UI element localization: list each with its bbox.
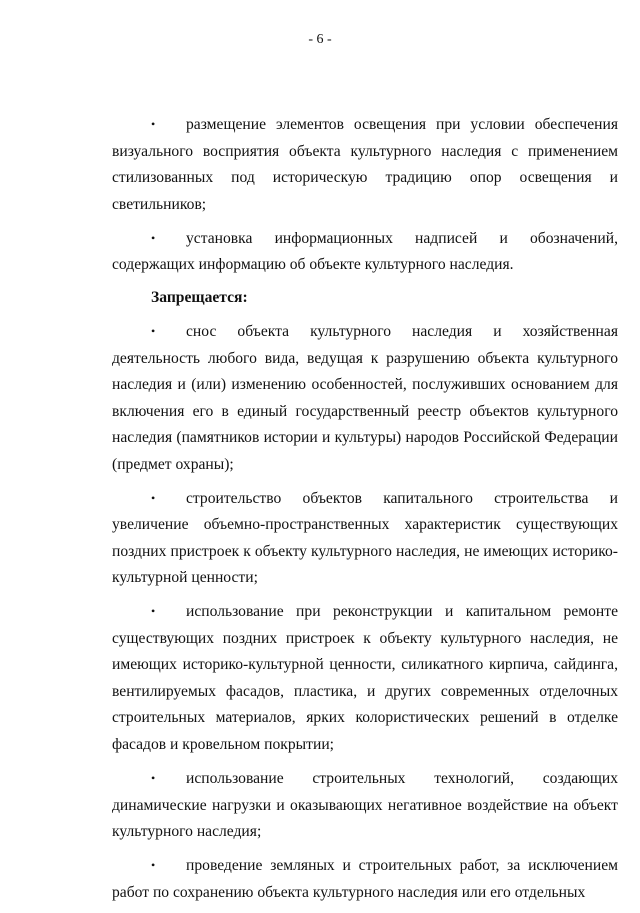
list-item-text: снос объекта культурного наследия и хозяйственная деятельность любого вида, ведущая к разрушению объекта культурного наследия и (или) изменению особенностей, послуживших основанием для включения его в единый государственный реестр объектов культурного наследия (памятников истории и культуры) народов Российской Федерации (предмет охраны); xyxy=(112,323,618,473)
list-item-text: установка информационных надписей и обозначений, содержащих информацию об объекте культурного наследия. xyxy=(112,229,618,274)
list-item xyxy=(112,852,618,906)
list-item xyxy=(112,111,618,218)
bullet-icon: • xyxy=(151,771,156,786)
page-number: - 6 - xyxy=(308,32,332,47)
list-item-text: проведение земляных и строительных работ, за исключением работ по сохранению объекта культурного наследия или его отдельных xyxy=(112,857,618,901)
bullet-icon: • xyxy=(151,117,156,131)
document-body xyxy=(112,111,618,913)
list-item xyxy=(112,225,618,279)
list-item xyxy=(112,318,618,478)
list-item xyxy=(112,485,618,592)
list-item-text: использование при реконструкции и капитальном ремонте существующих поздних пристроек к объекту культурного наследия, не имеющих историко-культурной ценности, силикатного кирпича, сайдинга, вентилируемых фасадов, пластика, и других современных отделочных строительных материалов, ярких колористических решений в отделке фасадов и кровельном покрытии; xyxy=(112,603,618,753)
list-item xyxy=(112,598,618,758)
list-item xyxy=(112,765,618,846)
bullet-icon: • xyxy=(151,230,156,245)
list-item-text: строительство объектов капитального строительства и увеличение объемно-пространственных характеристик существующих поздних пристроек к объекту культурного наследия, не имеющих историко-культурной ценности; xyxy=(112,489,618,587)
bullet-icon: • xyxy=(151,490,156,505)
bullet-icon: • xyxy=(151,324,156,339)
list-item-text: размещение элементов освещения при условии обеспечения визуального восприятия объекта культурного наследия с применением стилизованных под историческую традицию опор освещения и светильников; xyxy=(112,116,618,213)
prohibited-heading: Запрещается: xyxy=(151,289,248,307)
bullet-icon: • xyxy=(151,858,156,873)
list-item-text: использование строительных технологий, создающих динамические нагрузки и оказывающих негативное воздействие на объект культурного наследия; xyxy=(112,770,618,841)
bullet-icon: • xyxy=(151,604,156,619)
